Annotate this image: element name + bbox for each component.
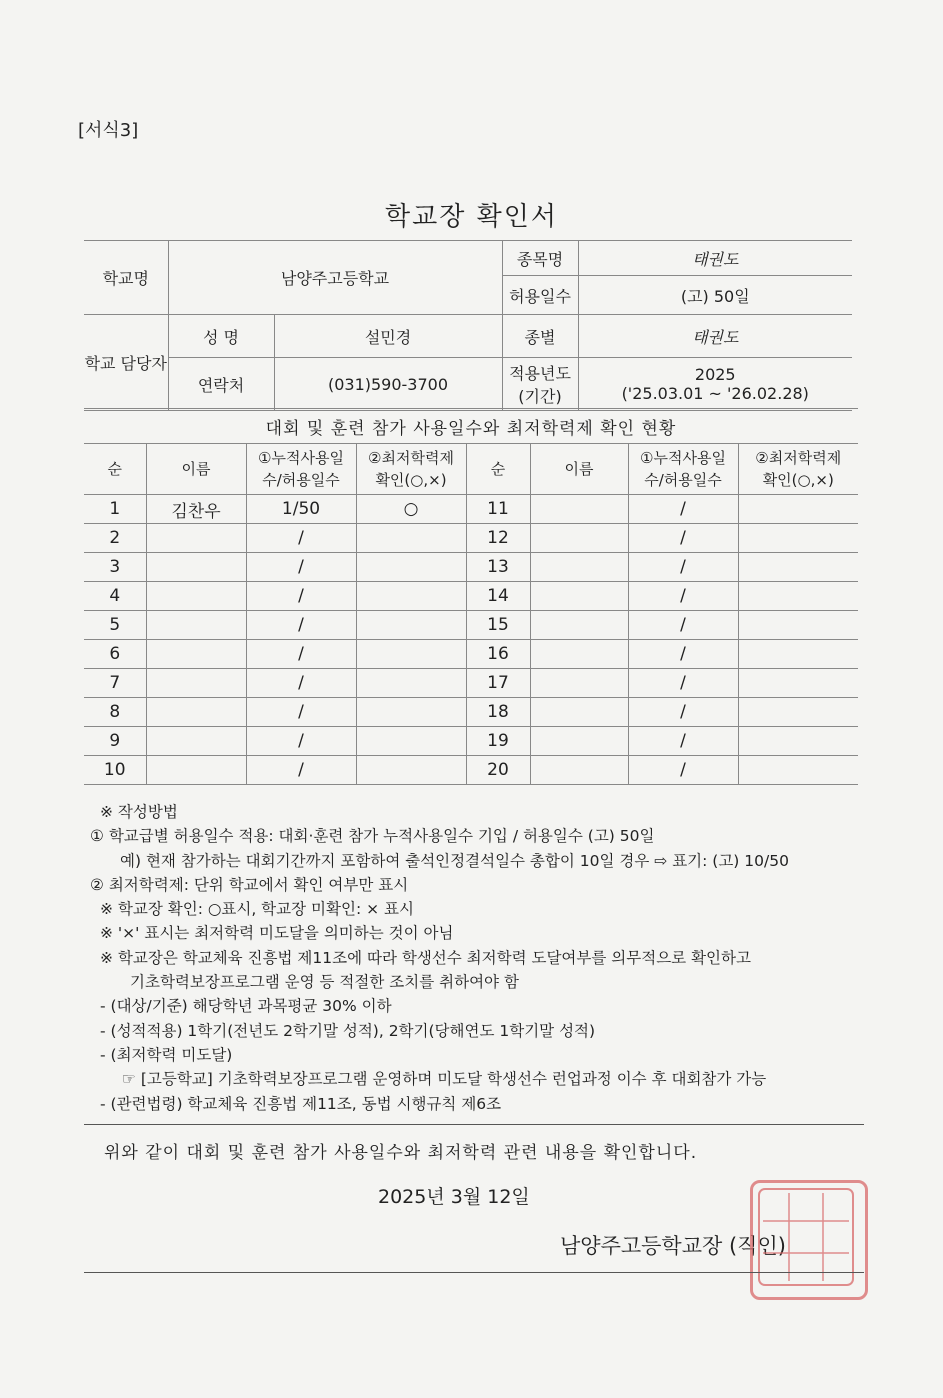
row-usage: / bbox=[246, 669, 356, 698]
row-name bbox=[530, 553, 628, 582]
row-check: ○ bbox=[356, 495, 466, 524]
header-no: 순 bbox=[84, 444, 146, 495]
row-check bbox=[738, 756, 858, 785]
row-name bbox=[530, 524, 628, 553]
row-check bbox=[738, 611, 858, 640]
row-usage: / bbox=[246, 611, 356, 640]
row-no: 6 bbox=[84, 640, 146, 669]
table-row bbox=[84, 524, 858, 553]
note-line: - (관련법령) 학교체육 진흥법 제11조, 동법 시행규칙 제6조 bbox=[100, 1094, 502, 1113]
row-no: 5 bbox=[84, 611, 146, 640]
header-usage-line2: 수/허용일수 bbox=[644, 471, 722, 489]
manager-label: 학교 담당자 bbox=[84, 315, 168, 411]
header-usage-line2: 수/허용일수 bbox=[262, 471, 340, 489]
school-name-label: 학교명 bbox=[84, 241, 168, 315]
row-name: 김찬우 bbox=[146, 495, 246, 524]
header-check-line2: 확인(○,×) bbox=[375, 471, 447, 489]
row-usage: / bbox=[628, 553, 738, 582]
row-name bbox=[530, 611, 628, 640]
row-no: 19 bbox=[466, 727, 530, 756]
row-usage: / bbox=[628, 756, 738, 785]
row-name bbox=[146, 524, 246, 553]
note-line: - (최저학력 미도달) bbox=[100, 1045, 233, 1064]
table-row bbox=[84, 669, 858, 698]
row-check bbox=[356, 756, 466, 785]
row-usage: / bbox=[246, 582, 356, 611]
row-name bbox=[530, 582, 628, 611]
year-number: 2025 bbox=[694, 365, 736, 384]
row-usage: / bbox=[246, 727, 356, 756]
row-name bbox=[530, 698, 628, 727]
row-usage: 1/50 bbox=[246, 495, 356, 524]
row-check bbox=[738, 640, 858, 669]
manager-name-value: 설민경 bbox=[274, 315, 502, 358]
table-row bbox=[84, 553, 858, 582]
row-check bbox=[356, 698, 466, 727]
row-usage: / bbox=[246, 524, 356, 553]
header-check bbox=[356, 444, 466, 495]
issue-date: 2025년 3월 12일 bbox=[378, 1186, 530, 1208]
header-check-line1: ②최저학력제 bbox=[755, 449, 842, 467]
contact-value: (031)590-3700 bbox=[274, 358, 502, 411]
note-line: ※ '×' 표시는 최저학력 미도달을 의미하는 것이 아님 bbox=[100, 924, 454, 943]
header-usage bbox=[628, 444, 738, 495]
row-no: 11 bbox=[466, 495, 530, 524]
table-row bbox=[84, 727, 858, 756]
note-line: ※ 작성방법 bbox=[100, 803, 178, 821]
row-usage: / bbox=[246, 698, 356, 727]
row-name bbox=[146, 727, 246, 756]
row-no: 13 bbox=[466, 553, 530, 582]
category-value: 태권도 bbox=[578, 315, 852, 358]
header-check-line2: 확인(○,×) bbox=[762, 471, 834, 489]
row-usage: / bbox=[628, 698, 738, 727]
official-seal bbox=[750, 1180, 868, 1300]
row-check bbox=[356, 524, 466, 553]
row-no: 17 bbox=[466, 669, 530, 698]
row-usage: / bbox=[628, 524, 738, 553]
table-row bbox=[84, 582, 858, 611]
school-name-value: 남양주고등학교 bbox=[168, 241, 502, 315]
seal-icon bbox=[753, 1183, 859, 1291]
table-row bbox=[84, 640, 858, 669]
confirmation-text: 위와 같이 대회 및 훈련 참가 사용일수와 최저학력 관련 내용을 확인합니다. bbox=[104, 1143, 698, 1163]
table-row bbox=[84, 611, 858, 640]
row-usage: / bbox=[246, 756, 356, 785]
form-number-label: [서식3] bbox=[78, 120, 139, 141]
row-check bbox=[356, 553, 466, 582]
row-usage: / bbox=[628, 495, 738, 524]
note-line: 기초학력보장프로그램 운영 등 적절한 조치를 취하여야 함 bbox=[130, 973, 519, 992]
row-name bbox=[146, 582, 246, 611]
header-check bbox=[738, 444, 858, 495]
header-no: 순 bbox=[466, 444, 530, 495]
row-check bbox=[356, 727, 466, 756]
note-line: 예) 현재 참가하는 대회기간까지 포함하여 출석인정결석일수 총합이 10일 경우 ⇨ 표기: (고) 10/50 bbox=[120, 851, 789, 870]
row-name bbox=[146, 698, 246, 727]
table-row bbox=[84, 495, 858, 524]
table-row bbox=[84, 698, 858, 727]
header-check-line1: ②최저학력제 bbox=[368, 449, 454, 467]
row-name bbox=[146, 669, 246, 698]
table-row bbox=[84, 756, 858, 785]
row-no: 9 bbox=[84, 727, 146, 756]
row-check bbox=[738, 495, 858, 524]
contact-label: 연락처 bbox=[168, 358, 274, 411]
row-check bbox=[356, 611, 466, 640]
roster-caption: 대회 및 훈련 참가 사용일수와 최저학력제 확인 현황 bbox=[84, 409, 858, 444]
info-table bbox=[84, 240, 852, 411]
row-usage: / bbox=[628, 582, 738, 611]
row-name bbox=[146, 611, 246, 640]
row-check bbox=[738, 727, 858, 756]
roster-table bbox=[84, 408, 858, 785]
note-line: ① 학교급별 허용일수 적용: 대회·훈련 참가 누적사용일수 기입 / 허용일수 (고) 50일 bbox=[90, 827, 655, 846]
row-no: 15 bbox=[466, 611, 530, 640]
row-no: 12 bbox=[466, 524, 530, 553]
header-usage-line1: ①누적사용일 bbox=[640, 449, 726, 467]
year-label: 적용년도 (기간) bbox=[502, 358, 578, 411]
row-check bbox=[738, 582, 858, 611]
row-check bbox=[356, 669, 466, 698]
note-line: - (성적적용) 1학기(전년도 2학기말 성적), 2학기(당해연도 1학기말 성적) bbox=[100, 1021, 596, 1040]
category-label: 종별 bbox=[502, 315, 578, 358]
year-period: ('25.03.01 ~ '26.02.28) bbox=[621, 384, 809, 403]
row-name bbox=[146, 640, 246, 669]
divider-bottom bbox=[84, 1272, 864, 1273]
manager-name-label: 성 명 bbox=[168, 315, 274, 358]
allowed-days-label: 허용일수 bbox=[502, 276, 578, 315]
header-usage bbox=[246, 444, 356, 495]
row-usage: / bbox=[628, 669, 738, 698]
row-no: 8 bbox=[84, 698, 146, 727]
row-name bbox=[146, 756, 246, 785]
row-check bbox=[738, 669, 858, 698]
document-title: 학교장 확인서 bbox=[385, 202, 558, 232]
row-usage: / bbox=[246, 640, 356, 669]
note-line: ※ 학교장은 학교체육 진흥법 제11조에 따라 학생선수 최저학력 도달여부를 의무적으로 확인하고 bbox=[100, 948, 751, 967]
header-name: 이름 bbox=[146, 444, 246, 495]
row-check bbox=[356, 640, 466, 669]
instructions bbox=[90, 800, 870, 1116]
note-line: ☞ [고등학교] 기초학력보장프로그램 운영하며 미도달 학생선수 런업과정 이수 후 대회참가 가능 bbox=[122, 1070, 767, 1089]
row-no: 3 bbox=[84, 553, 146, 582]
row-name bbox=[530, 640, 628, 669]
row-name bbox=[530, 727, 628, 756]
row-no: 20 bbox=[466, 756, 530, 785]
row-check bbox=[356, 582, 466, 611]
note-line: ※ 학교장 확인: ○표시, 학교장 미확인: × 표시 bbox=[100, 900, 414, 919]
header-name: 이름 bbox=[530, 444, 628, 495]
note-line: - (대상/기준) 해당학년 과목평균 30% 이하 bbox=[100, 997, 392, 1016]
row-no: 10 bbox=[84, 756, 146, 785]
row-no: 16 bbox=[466, 640, 530, 669]
row-no: 7 bbox=[84, 669, 146, 698]
row-usage: / bbox=[628, 611, 738, 640]
allowed-days-value: (고) 50일 bbox=[578, 276, 852, 315]
row-name bbox=[530, 669, 628, 698]
row-name bbox=[530, 756, 628, 785]
roster-body bbox=[84, 495, 858, 785]
row-check bbox=[738, 553, 858, 582]
row-no: 18 bbox=[466, 698, 530, 727]
note-line: ② 최저학력제: 단위 학교에서 확인 여부만 표시 bbox=[90, 875, 409, 894]
row-no: 2 bbox=[84, 524, 146, 553]
row-name bbox=[146, 553, 246, 582]
sport-label: 종목명 bbox=[502, 241, 578, 276]
row-no: 4 bbox=[84, 582, 146, 611]
row-no: 14 bbox=[466, 582, 530, 611]
row-no: 1 bbox=[84, 495, 146, 524]
row-name bbox=[530, 495, 628, 524]
row-usage: / bbox=[628, 727, 738, 756]
row-usage: / bbox=[628, 640, 738, 669]
row-usage: / bbox=[246, 553, 356, 582]
header-usage-line1: ①누적사용일 bbox=[258, 449, 344, 467]
signer: 남양주고등학교장 (직인) bbox=[560, 1234, 786, 1258]
year-value bbox=[578, 358, 852, 411]
row-check bbox=[738, 524, 858, 553]
sport-value: 태권도 bbox=[578, 241, 852, 276]
row-check bbox=[738, 698, 858, 727]
divider-top bbox=[84, 1124, 864, 1125]
